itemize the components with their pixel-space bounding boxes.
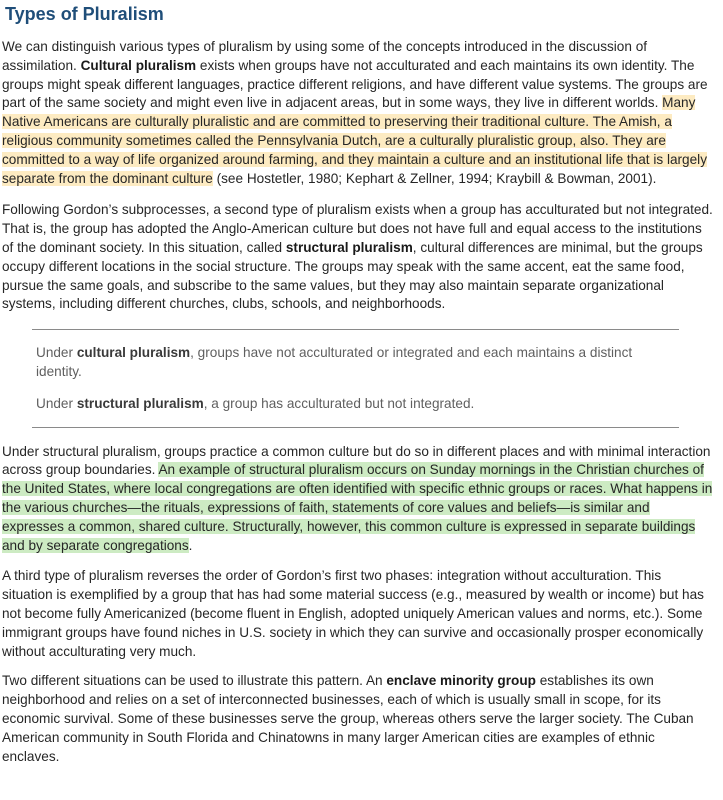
citation-text: (see Hostetler, 1980; Kephart & Zellner, 1994; Kraybill & Bowman, 2001). (212, 170, 657, 186)
key-terms-callout (32, 329, 679, 427)
callout-term: cultural pluralism (76, 345, 191, 361)
callout-term: structural pluralism (76, 395, 204, 411)
highlight-green[interactable]: An example of structural pluralism occurs on Sunday mornings in the Christian churches of the United States, where local congregations are often identified with specific ethnic groups or races. What happens in the various churches—the rituals, expressions of faith, statements of core values and beliefs—is similar and expresses a common, shared culture. Structurally, however, this common culture is expressed in separate buildings and by separate congregations (2, 462, 713, 553)
paragraph-cultural-pluralism (2, 38, 715, 188)
text-run: Under (36, 395, 77, 411)
term-cultural-pluralism: Cultural pluralism (80, 57, 197, 73)
paragraph-third-type (2, 567, 715, 661)
text-run: establishes its own neighborhood and relies on a set of interconnected businesses, each of which is usually small in scope, for its economic survival. Some of these businesses serve the group, whereas others serve the larger society. The Cuban American community in South Florida and Chinatowns in many larger American cities are examples of ethnic enclaves. (2, 673, 694, 764)
text-run: A third type of pluralism reverses the order of Gordon’s first two phases: integration without acculturation. This situation is exemplified by a group that has had some material success (e.g., measured by wealth or income) but has not become fully Americanized (become fluent in English, adopted uniquely American values and norms, etc.). Some immigrant groups have found niches in U.S. society in which they can survive and occasionally prosper economically without acculturating very much. (2, 568, 704, 659)
term-structural-pluralism: structural pluralism (285, 239, 413, 255)
text-run: We can distinguish various types of pluralism by using some of the concepts introduced in the discussion of assimilation. (2, 39, 648, 73)
text-run: . (188, 537, 193, 553)
term-enclave-minority-group: enclave minority group (386, 673, 536, 689)
document-page (0, 2, 723, 800)
text-run: , a group has acculturated but not integrated. (203, 395, 475, 411)
text-run: Following Gordon’s subprocesses, a second type of pluralism exists when a group has acculturated but not integrated. That is, the group has adopted the Anglo-American culture but does not have full and equal access to the institutions of the dominant society. In this situation, called (2, 202, 713, 255)
paragraph-enclave-minority (2, 672, 715, 766)
text-run: Under structural pluralism, groups practice a common culture but do so in different places and with minimal interaction across group boundaries. (2, 443, 711, 478)
text-run: Two different situations can be used to illustrate this pattern. An (2, 673, 387, 689)
highlight-yellow[interactable]: Many Native Americans are culturally pluralistic and are committed to preserving their traditional culture. The Amish, a religious community sometimes called the Pennsylvania Dutch, are a culturally pluralistic group, also. They are committed to a way of life organized around farming, and they maintain a culture and an institutional life that is largely separate from the dominant culture (2, 95, 707, 186)
paragraph-structural-example (2, 443, 715, 556)
text-run: exists when groups have not acculturated and each maintains its own identity. The groups might speak different languages, practice different religions, and have different value systems. The groups are part of the same society and might even live in adjacent areas, but in some ways, they live in different worlds. (2, 57, 708, 111)
callout-cultural-pluralism (36, 344, 679, 382)
callout-structural-pluralism (36, 395, 679, 414)
paragraph-structural-pluralism (2, 201, 715, 314)
text-run: , cultural differences are minimal, but the groups occupy different locations in the social structure. The groups may speak with the same accent, eat the same food, pursue the same goals, and subscribe to the same values, but they may also maintain separate organizational systems, including different churches, clubs, schools, and neighborhoods. (2, 239, 703, 312)
text-run: , groups have not acculturated or integrated and each maintains a distinct identity. (36, 345, 633, 379)
text-run: Under (36, 345, 77, 361)
section-title: Types of Pluralism (5, 4, 164, 24)
